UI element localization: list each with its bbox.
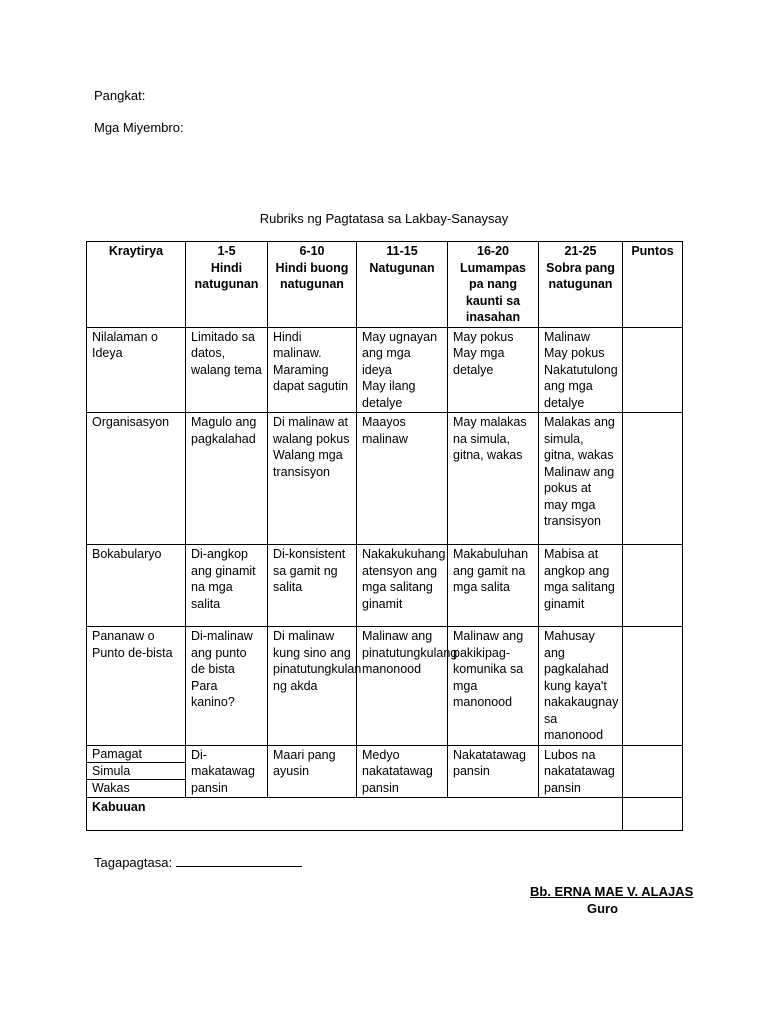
- table-cell: May pokus May mga detalye: [448, 327, 539, 413]
- header-points: Puntos: [623, 242, 683, 328]
- points-cell[interactable]: [623, 545, 683, 627]
- total-label: Kabuuan: [87, 798, 623, 831]
- table-cell: May ugnayan ang mga ideya May ilang detalye: [357, 327, 448, 413]
- table-cell: Maari pang ayusin: [268, 745, 357, 798]
- table-cell: Maayos malinaw: [357, 413, 448, 545]
- header-score-6-10: 6-10 Hindi buong natugunan: [268, 242, 357, 328]
- evaluator-line: [94, 853, 302, 870]
- table-cell: Di-makatawag pansin: [186, 745, 268, 798]
- table-cell: Nakakukuhang atensyon ang mga salitang ginamit: [357, 545, 448, 627]
- table-row: [87, 627, 683, 746]
- table-cell: Malakas ang simula, gitna, wakas Malinaw ang pokus at may mga transisyon: [539, 413, 623, 545]
- rubric-table: [86, 241, 683, 831]
- evaluator-blank[interactable]: [176, 853, 302, 867]
- criterion-label: Bokabularyo: [87, 545, 186, 627]
- table-cell: Lubos na nakatatawag pansin: [539, 745, 623, 798]
- table-cell: Malinaw ang pakikipag-komunika sa mga manonood: [448, 627, 539, 746]
- criterion-label: Nilalaman o Ideya: [87, 327, 186, 413]
- header-score-1-5: 1-5 Hindi natugunan: [186, 242, 268, 328]
- header-score-16-20: 16-20 Lumampas pa nang kaunti sa inasahan: [448, 242, 539, 328]
- table-cell: Limitado sa datos, walang tema: [186, 327, 268, 413]
- total-row: [87, 798, 683, 831]
- sub-criterion-ending: Wakas: [92, 780, 130, 795]
- table-cell: Makabuluhan ang gamit na mga salita: [448, 545, 539, 627]
- points-cell[interactable]: [623, 413, 683, 545]
- table-row: [87, 545, 683, 627]
- table-row: [87, 327, 683, 413]
- teacher-name: Bb. ERNA MAE V. ALAJAS: [530, 884, 694, 899]
- table-cell: Di-malinaw ang punto de bista Para kanino?: [186, 627, 268, 746]
- table-cell: Medyo nakatatawag pansin: [357, 745, 448, 798]
- table-cell: Magulo ang pagkalahad: [186, 413, 268, 545]
- table-cell: Di malinaw at walang pokus Walang mga transisyon: [268, 413, 357, 545]
- table-cell: Malinaw ang pinatutungkulang manonood: [357, 627, 448, 746]
- document-title: Rubriks ng Pagtatasa sa Lakbay-Sanaysay: [259, 211, 509, 226]
- evaluator-label: Tagapagtasa:: [94, 855, 173, 870]
- header-row: [87, 242, 683, 328]
- table-cell: Di-konsistent sa gamit ng salita: [268, 545, 357, 627]
- table-cell: Mahusay ang pagkalahad kung kaya't nakakaugnay sa manonood: [539, 627, 623, 746]
- table-cell: Nakatatawag pansin: [448, 745, 539, 798]
- table-row: [87, 745, 683, 798]
- points-cell[interactable]: [623, 745, 683, 798]
- table-row: [87, 413, 683, 545]
- table-cell: Di malinaw kung sino ang pinatutungkulan ng akda: [268, 627, 357, 746]
- header-score-21-25: 21-25 Sobra pang natugunan: [539, 242, 623, 328]
- criterion-label: Organisasyon: [87, 413, 186, 545]
- table-cell: Hindi malinaw. Maraming dapat sagutin: [268, 327, 357, 413]
- header-criteria: Kraytirya: [87, 242, 186, 328]
- table-cell: Mabisa at angkop ang mga salitang ginamit: [539, 545, 623, 627]
- criterion-label: Pananaw o Punto de-bista: [87, 627, 186, 746]
- header-score-11-15: 11-15 Natugunan: [357, 242, 448, 328]
- sub-criterion-beginning: Simula: [87, 763, 185, 780]
- sub-criteria-cell: [87, 745, 186, 798]
- total-points-cell[interactable]: [623, 798, 683, 831]
- teacher-role: Guro: [587, 901, 619, 916]
- members-label: Mga Miyembro:: [94, 120, 184, 135]
- points-cell[interactable]: [623, 327, 683, 413]
- table-cell: Di-angkop ang ginamit na mga salita: [186, 545, 268, 627]
- group-label: Pangkat:: [94, 88, 146, 103]
- table-cell: Malinaw May pokus Nakatutulong ang mga detalye: [539, 327, 623, 413]
- points-cell[interactable]: [623, 627, 683, 746]
- table-cell: May malakas na simula, gitna, wakas: [448, 413, 539, 545]
- sub-criterion-title: Pamagat: [87, 746, 185, 763]
